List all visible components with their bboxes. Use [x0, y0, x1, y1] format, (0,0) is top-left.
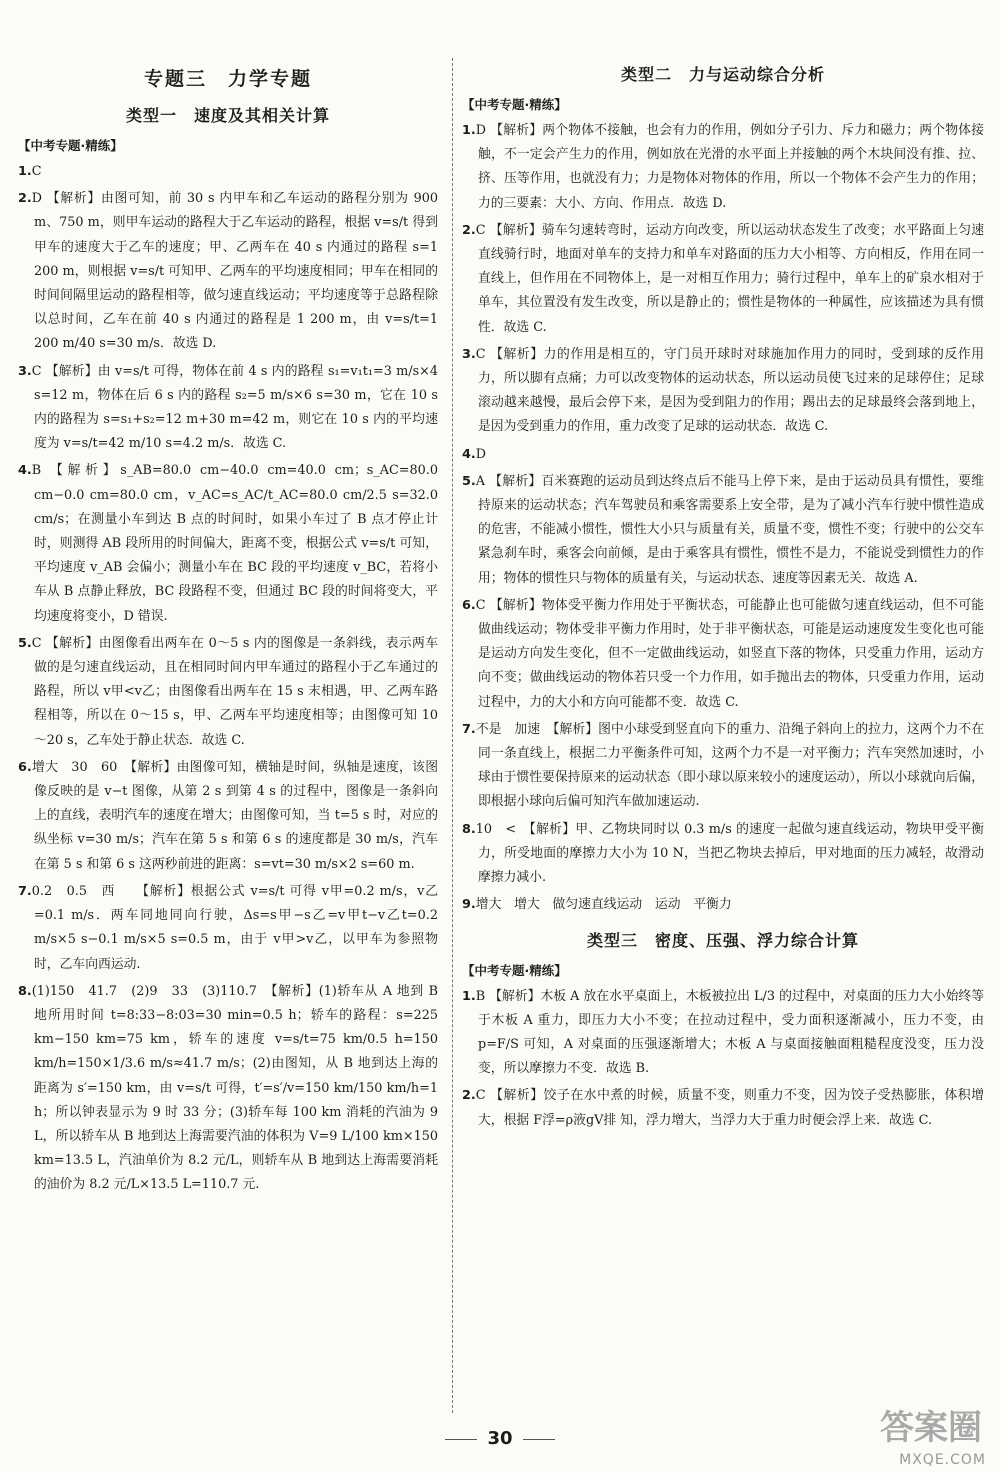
answer-text: 0.2 0.5 西 【解析】根据公式 v=s/t 可得 v甲=0.2 m/s，v乙=0.1 m/s．两车同地同向行驶，Δs=s甲−s乙=v甲t−v乙t=0.2 m/s×5 s−0.1 m/s×5 s=0.5 m，由于 v甲>v乙，以甲车为参照物时，乙车向西运动.: [31, 883, 438, 972]
answer-item: [462, 893, 984, 917]
answer-number: 6.: [18, 759, 32, 775]
answer-item: [18, 360, 438, 457]
answer-item: [462, 1084, 984, 1132]
answer-item: [462, 718, 984, 815]
answer-number: 2.: [462, 222, 476, 238]
answer-text: B 【解析】s_AB=80.0 cm−40.0 cm=40.0 cm；s_AC=80.0 cm−0.0 cm=80.0 cm，v_AC=s_AC/t_AC=80.0 cm/2.5 s=32.0 cm/s；在测量小车到达 B 点的时间时，如果小车过了 B 点才停止计时，则测得 AB 段所用的时间偏大，距离不变，根据公式 v=s/t 可知，平均速度 v_AB 会偏小；测量小车在 BC 段的平均速度 v_BC，若将小车从 B 点静止释放，BC 段路程不变，但通过 BC 段的时间将变大，平均速度将变小，D 错误.: [31, 463, 438, 624]
answer-number: 5.: [462, 473, 476, 489]
answer-item: [18, 160, 438, 184]
right-column: [462, 60, 984, 1136]
answer-text: C 【解析】骑车匀速转弯时，运动方向改变，所以运动状态发生了改变；水平路面上匀速直线骑行时，地面对单车的支持力和单车对路面的压力大小相等、方向相反，作用在同一直线上，但作用在不同物体上，是一对相互作用力；骑行过程中，单车上的矿泉水相对于单车，其位置没有发生改变，所以是静止的；惯性是物体的一种属性，应该描述为具有惯性．故选 C.: [475, 222, 984, 335]
answer-number: 4.: [462, 446, 476, 462]
subsection-title-2: 类型二 力与运动综合分析: [620, 65, 825, 84]
answer-number: 1.: [462, 988, 476, 1004]
answer-item: [18, 980, 438, 1198]
answer-number: 2.: [462, 1088, 476, 1104]
answer-item: [18, 756, 438, 877]
answer-item: [18, 187, 438, 356]
answer-item: [18, 459, 438, 628]
footer-dash: [523, 1439, 555, 1440]
answer-text: C 【解析】由图像看出两车在 0～5 s 内的图像是一条斜线，表示两车做的是匀速直线运动，且在相同时间内甲车通过的路程小于乙车通过的路程，所以 v甲<v乙；由图像看出两车在 15 s 末相遇，甲、乙两车路程相等，所以在 0～15 s，甲、乙两车平均速度相等；由图像可知 10～20 s，乙车处于静止状态．故选 C.: [31, 635, 438, 748]
section-title: 专题三 力学专题: [143, 68, 312, 90]
answer-text: (1)150 41.7 (2)9 33 (3)110.7 【解析】(1)轿车从 A 地到 B 地所用时间 t=8:33−8:03=30 min=0.5 h；轿车的路程：s=225 km−150 km=75 km，轿车的速度 v=s/t=75 km/0.5 h=150 km/h=150×1/3.6 m/s≈41.7 m/s；(2)由图知，从 B 地到达上海的距离为 s′=150 km，由 v=s/t 可得，t′=s′/v=150 km/150 km/h=1 h；所以钟表显示为 9 时 33 分；(3)轿车每 100 km 消耗的汽油为 9 L，所以轿车从 B 地到达上海需要汽油的体积为 V=9 L/100 km×150 km=13.5 L，汽油单价为 8.2 元/L，则轿车从 B 地到达上海需要消耗的油价为 8.2 元/L×13.5 L=110.7 元.: [31, 983, 438, 1193]
answer-text: 增大 30 60 【解析】由图像可知，横轴是时间，纵轴是速度，该图像反映的是 v−t 图像，从第 2 s 到第 4 s 的过程中，图像是一条斜向上的直线，表明汽车的速度在增大；由图像可知，当 t=5 s 时，对应的纵坐标 v=30 m/s；汽车在第 5 s 和第 6 s 的速度都是 30 m/s，汽车在第 5 s 和第 6 s 这两秒前进的距离：s=vt=30 m/s×2 s=60 m.: [31, 759, 438, 872]
answer-item: [462, 219, 984, 340]
answer-text: 不是 加速 【解析】图中小球受到竖直向下的重力、沿绳子斜向上的拉力，这两个力不在同一条直线上，根据二力平衡条件可知，这两个力不是一对平衡力；汽车突然加速时，小球由于惯性要保持原来的运动状态（即小球以原来较小的速度运动），所以小球就向后偏，即根据小球向后偏可知汽车做加速运动.: [475, 721, 984, 810]
watermark-site: MXQE.COM: [899, 1452, 986, 1468]
answer-text: A 【解析】百米赛跑的运动员到达终点后不能马上停下来，是由于运动员具有惯性，要维持原来的运动状态；汽车驾驶员和乘客需要系上安全带，是为了减小汽车行驶中惯性造成的危害，不能减小惯性，惯性大小只与质量有关，质量不变，惯性不变；行驶中的公交车紧急刹车时，乘客会向前倾，是由于乘客具有惯性，惯性不是力，不能说受到惯性力的作用；物体的惯性只与物体的质量有关，与运动状态、速度等因素无关．故选 A.: [475, 473, 984, 586]
answer-item: [18, 880, 438, 977]
subsection-title-3: 类型三 密度、压强、浮力综合计算: [586, 930, 859, 950]
answer-number: 9.: [462, 897, 476, 913]
answer-text: 增大 增大 做匀速直线运动 运动 平衡力: [475, 897, 732, 913]
footer-dash: [445, 1439, 477, 1440]
subsection-title-1: 类型一 速度及其相关计算: [125, 106, 330, 125]
column-divider: [452, 58, 453, 1413]
exercise-tag: 【中考专题·精练】: [462, 97, 567, 112]
answer-item: [462, 594, 984, 715]
answer-item: [18, 632, 438, 753]
answer-text: D 【解析】两个物体不接触，也会有力的作用，例如分子引力、斥力和磁力；两个物体接触，不一定会产生力的作用，例如放在光滑的水平面上并接触的两个木块间没有推、拉、挤、压等作用，也就没有力；力是物体对物体的作用，所以一个物体不会产生力的作用；力的三要素：大小、方向、作用点．故选 D.: [475, 123, 984, 211]
answer-item: [462, 470, 984, 591]
left-column: [18, 60, 438, 1201]
right-answer-list-2: [462, 985, 984, 1133]
answer-number: 4.: [18, 463, 32, 479]
answer-number: 8.: [18, 983, 32, 999]
answer-number: 2.: [18, 191, 32, 207]
right-answer-list: [462, 119, 984, 918]
answer-number: 8.: [462, 821, 476, 837]
answer-text: D: [475, 446, 487, 462]
answer-text: C: [31, 164, 42, 179]
answer-text: C 【解析】由 v=s/t 可得，物体在前 4 s 内的路程 s₁=v₁t₁=3 m/s×4 s=12 m，物体在后 6 s 内的路程 s₂=5 m/s×6 s=30 m，它在 10 s 内的路程为 s=s₁+s₂=12 m+30 m=42 m，则它在 10 s 内的平均速度为 v=s/t=42 m/10 s=4.2 m/s．故选 C.: [31, 363, 438, 452]
answer-number: 6.: [462, 597, 476, 613]
watermark-logo: [836, 1400, 986, 1470]
answer-item: [462, 443, 984, 467]
answer-item: [462, 343, 984, 440]
exercise-tag: 【中考专题·精练】: [462, 962, 567, 978]
answer-number: 5.: [18, 635, 32, 651]
answer-text: D 【解析】由图可知，前 30 s 内甲车和乙车运动的路程分别为 900 m、750 m，则甲车运动的路程大于乙车运动的路程，根据 v=s/t 得到甲车的速度大于乙车的速度；甲、乙两车在 40 s 内通过的路程 s=1 200 m，则根据 v=s/t 可知甲、乙两车的平均速度相同；甲车在相同的时间间隔里运动的路程相等，做匀速直线运动；平均速度等于总路程除以总时间，乙车在前 40 s 内通过的路程是 1 200 m，由 v=s/t=1 200 m/40 s=30 m/s．故选 D.: [31, 191, 438, 352]
answer-item: [462, 818, 984, 891]
answer-number: 7.: [462, 721, 476, 737]
answer-number: 1.: [18, 164, 32, 179]
answer-number: 3.: [18, 363, 32, 379]
watermark-logo-text: 答案圈: [880, 1408, 982, 1448]
answer-number: 7.: [18, 883, 32, 899]
exercise-tag: 【中考专题·精练】: [18, 138, 123, 153]
answer-text: B 【解析】木板 A 放在水平桌面上，木板被拉出 L/3 的过程中，对桌面的压力大小始终等于木板 A 重力，即压力大小不变；在拉动过程中，受力面积逐渐减小，压力不变，由 p=F/S 可知，A 对桌面的压强逐渐增大；木板 A 与桌面接触面粗糙程度没变，压力没变，所以摩擦力不变．故选 B.: [475, 988, 984, 1077]
answer-text: 10 < 【解析】甲、乙物块同时以 0.3 m/s 的速度一起做匀速直线运动，物块甲受平衡力，所受地面的摩擦力大小为 10 N，当把乙物块去掉后，甲对地面的压力减轻，故滑动摩擦力减小.: [475, 821, 984, 886]
answer-item: [462, 119, 984, 216]
answer-text: C 【解析】力的作用是相互的，守门员开球时对球施加作用力的同时，受到球的反作用力，所以脚有点痛；力可以改变物体的运动状态，所以运动员使飞过来的足球停住；足球滚动越来越慢，最后会停下来，是因为受到阻力的作用；踢出去的足球最终会落到地上，是因为受到重力的作用，重力改变了足球的运动状态．故选 C.: [475, 346, 984, 435]
answer-number: 1.: [462, 123, 476, 138]
answer-number: 3.: [462, 346, 476, 362]
left-answer-list: [18, 160, 438, 1198]
answer-text: C 【解析】物体受平衡力作用处于平衡状态，可能静止也可能做匀速直线运动，但不可能做曲线运动；物体受非平衡力作用时，处于非平衡状态，可能是运动速度发生变化也可能是运动方向发生变化，但不一定做曲线运动，如竖直下落的物体，只受重力作用，运动方向不变；做曲线运动的物体若只受一个力作用，如手抛出去的物体，只受重力作用，运动过程中，力的大小和方向可能都不变．故选 C.: [475, 597, 984, 710]
answer-item: [462, 985, 984, 1082]
page-number: 30: [487, 1428, 513, 1449]
answer-text: C 【解析】饺子在水中煮的时候，质量不变，则重力不变，因为饺子受热膨胀，体积增大，根据 F浮=ρ液gV排 知，浮力增大，当浮力大于重力时便会浮上来．故选 C.: [475, 1088, 984, 1128]
